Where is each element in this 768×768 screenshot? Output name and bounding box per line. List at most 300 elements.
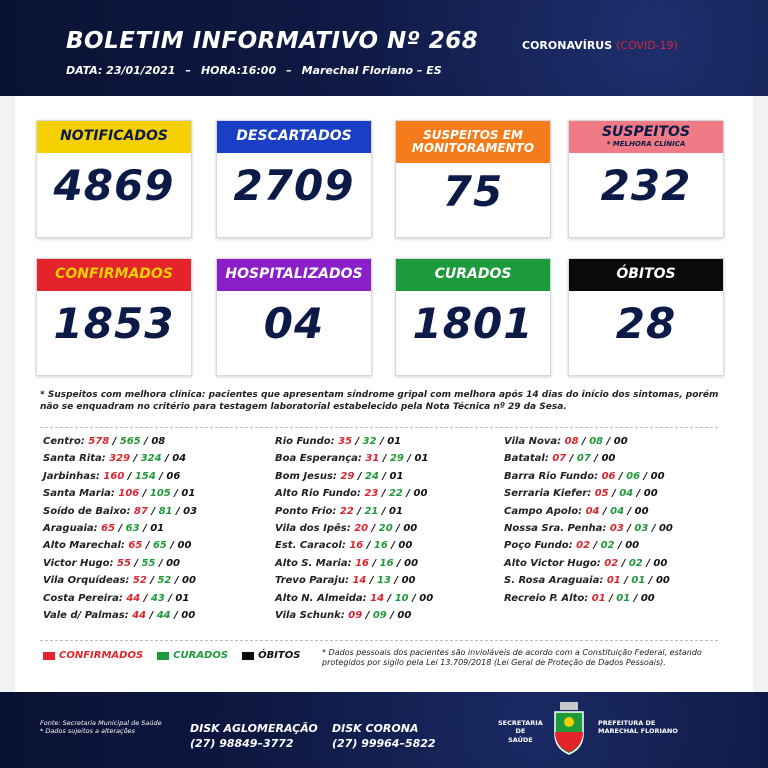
value-separator: / [174,488,178,500]
locality-name: Ponto Frio: [275,505,337,517]
deaths-count: 01 [175,592,190,604]
locality-row [43,575,197,592]
deaths-count: 00 [182,575,196,587]
confirmed-count: 87 [134,505,148,517]
locality-row [504,506,673,523]
value-separator: / [612,488,616,500]
confirmed-count: 578 [88,436,110,447]
stat-card [568,258,724,376]
stat-card-title: DESCARTADOS [236,128,352,145]
locality-row [275,488,433,505]
value-separator: / [174,575,179,587]
confirmed-count: 02 [576,540,591,552]
recovered-count: 22 [388,488,403,500]
value-separator: / [144,436,148,447]
stat-card-value: 232 [600,161,692,210]
value-separator: / [150,575,154,587]
confirmed-count: 16 [355,557,369,569]
disk-aglomeracao-phone: (27) 98849–3772 [190,736,294,750]
deaths-count: 00 [398,540,413,552]
locality-name: Recreio P. Alto: [504,592,589,604]
deaths-count: 00 [401,575,416,587]
recovered-count: 105 [149,488,171,500]
stat-card-title: NOTIFICADOS [60,128,168,145]
value-separator: / [357,470,362,482]
deaths-count: 00 [653,557,668,569]
value-separator: / [618,470,623,482]
disk-corona [332,722,436,752]
value-separator: / [168,592,172,604]
recovered-count: 324 [140,453,162,465]
stat-card-value: 1801 [412,299,534,348]
recovered-count: 16 [379,557,394,569]
confirmed-count: 07 [552,453,567,465]
deaths-count: 01 [150,522,165,534]
bulletin-city: Marechal Floriano – ES [301,64,442,77]
locality-row [275,593,433,610]
confirmed-count: 31 [365,453,380,465]
locality-row [504,471,673,488]
source-line: Fonte: Secretaria Municipal de Saúde [40,719,162,727]
deaths-count: 03 [183,505,198,517]
value-separator: / [133,453,138,465]
stat-card-label [217,259,371,291]
locality-name: Santa Rita: [43,453,106,465]
recovered-count: 06 [626,470,641,482]
value-separator: / [365,609,370,621]
bulletin-title: BOLETIM INFORMATIVO Nº 268 [66,28,479,54]
recovered-count: 16 [373,540,388,552]
value-separator: / [621,557,626,569]
stat-card [216,120,372,238]
meta-separator: – [185,64,191,77]
value-separator: / [391,540,395,552]
value-separator: / [406,488,411,500]
value-separator: / [380,436,384,447]
recovered-count: 21 [364,505,379,517]
deaths-count: 01 [181,488,196,500]
locality-row [275,453,433,470]
recovered-count: 03 [634,522,649,534]
disk-corona-phone: (27) 99964–5822 [332,736,436,750]
locality-name: Araguaia: [43,522,98,534]
locality-row [275,575,433,592]
value-separator: / [372,557,377,569]
stat-card [216,258,372,376]
recovered-count: 52 [157,575,172,587]
recovered-count: 43 [150,592,165,604]
confirmed-count: 20 [354,522,369,534]
recovered-count: 02 [628,557,643,569]
recovered-count: 44 [156,609,171,621]
stat-card-title: SUSPEITOS EM MONITORAMENTO [411,127,535,155]
divider [40,640,718,641]
deaths-count: 06 [166,470,181,482]
value-separator: / [142,488,147,500]
value-separator: / [382,453,387,465]
value-separator: / [646,557,650,569]
source-disclaimer: * Dados sujeitos a alterações [40,727,135,736]
divider [40,427,718,428]
value-separator: / [396,522,400,534]
deaths-count: 00 [643,488,658,500]
locality-row [504,523,673,540]
confirmed-count: 01 [606,575,621,587]
deaths-count: 00 [658,522,673,534]
deaths-count: 08 [151,436,166,447]
recovered-count: 20 [378,522,393,534]
stat-card-label [217,121,371,153]
city-hall-line2: MARECHAL FLORIANO [598,727,678,736]
value-separator: / [159,470,163,482]
confirmed-count: 55 [116,557,131,569]
deaths-count: 00 [613,436,628,447]
deaths-count: 00 [166,557,180,569]
legend-label: ÓBITOS [258,650,301,661]
deaths-count: 00 [181,609,196,621]
stat-card [568,120,724,238]
value-separator: / [387,592,392,604]
value-separator: / [174,609,178,621]
locality-column [504,436,673,610]
value-separator: / [134,557,139,569]
confirmed-count: 35 [338,436,353,447]
deaths-count: 00 [177,540,192,552]
disk-corona-label: DISK CORONA [332,722,419,735]
stat-card-title: CONFIRMADOS [55,266,173,283]
confirmed-count: 06 [601,470,616,482]
deaths-count: 00 [397,609,412,621]
value-separator: / [151,505,156,517]
confirmed-count: 23 [364,488,379,500]
locality-name: Barra Rio Fundo: [504,470,599,482]
locality-name: Alto Rio Fundo: [275,488,361,500]
locality-name: Alto S. Maria: [275,557,352,569]
confirmed-count: 52 [132,575,147,587]
locality-row [43,540,197,557]
value-separator: / [369,575,374,587]
stat-card-label [396,259,550,291]
locality-row [275,558,433,575]
city-hall-line1: PREFEITURA DE [598,719,656,727]
stat-card-title: CURADOS [434,266,512,283]
value-separator: / [149,609,154,621]
deaths-count: 00 [650,470,665,482]
stat-card-label [569,121,723,153]
value-separator: / [165,453,169,465]
recovered-count: 55 [141,557,156,569]
recovered-count: 01 [631,575,646,587]
value-separator: / [397,557,401,569]
confirmed-count: 05 [594,488,609,500]
recovered-count: 65 [152,540,167,552]
locality-row [43,506,197,523]
locality-row [43,610,197,627]
locality-column [43,436,197,627]
stat-card [395,258,551,376]
deaths-count: 00 [655,575,670,587]
brand-label: CORONAVÍRUS [522,39,613,52]
value-separator: / [407,453,412,465]
value-separator: / [648,575,653,587]
locality-name: Vila Schunk: [275,609,345,621]
value-separator: / [569,453,574,465]
disk-aglomeracao [190,722,318,752]
stat-card-value: 1853 [53,299,175,348]
locality-name: Vila dos Ipês: [275,522,351,534]
value-separator: / [381,505,386,517]
value-separator: / [627,522,631,534]
recovered-count: 01 [616,592,631,604]
footnote: * Suspeitos com melhora clínica: pacientes que apresentam síndrome gripal com melhora após 14 dias do início dos sintomas, porém não se enquadram no critério para testagem laboratorial estabelecido pela Nota Técnica nº 29 da Sesa. [40,390,719,413]
confirmed-count: 02 [604,557,619,569]
secretariat-line1: SECRETARIA [498,719,543,727]
value-separator: / [593,540,598,552]
value-separator: / [412,592,416,604]
recovered-count: 24 [364,470,379,482]
locality-name: Serraria Kiefer: [504,488,592,500]
stat-card-value: 04 [263,299,325,348]
deaths-count: 00 [413,488,428,500]
locality-row [43,436,197,453]
confirmed-count: 14 [352,575,367,587]
stat-card-label [37,259,191,291]
locality-row [275,471,433,488]
value-separator: / [651,522,656,534]
value-separator: / [381,488,386,500]
recovered-count: 154 [134,470,156,482]
recovered-count: 09 [372,609,387,621]
recovered-count: 10 [394,592,409,604]
locality-row [504,558,673,575]
bulletin-meta [66,64,442,77]
confirmed-count: 22 [339,505,354,517]
locality-row [504,593,673,610]
stat-card-note: * MELHORA CLÍNICA [606,139,686,148]
locality-row [504,575,673,592]
value-separator: / [618,540,622,552]
value-separator: / [145,540,150,552]
value-separator: / [609,592,613,604]
confirmed-count: 106 [118,488,140,500]
stat-card-value: 4869 [53,161,175,210]
stat-card-title: ÓBITOS [616,266,676,283]
legend-item [43,650,143,661]
locality-row [43,593,197,610]
locality-name: Jarbinhas: [43,470,100,482]
locality-row [504,453,673,470]
value-separator: / [143,522,147,534]
value-separator: / [606,436,611,447]
confirmed-count: 16 [349,540,364,552]
recovered-count: 81 [158,505,173,517]
stat-card-label [37,121,191,153]
deaths-count: 00 [403,522,418,534]
legend-swatch [157,652,169,660]
locality-row [43,453,197,470]
locality-row [43,488,197,505]
recovered-count: 29 [389,453,404,465]
confirmed-count: 04 [585,505,600,517]
recovered-count: 63 [125,522,140,534]
value-separator: / [382,470,387,482]
locality-name: Victor Hugo: [43,557,114,569]
disk-aglomeracao-label: DISK AGLOMERAÇÃO [190,722,318,735]
stat-card-label [396,121,550,163]
brand-sublabel: (COVID-19) [616,39,678,52]
privacy-note: * Dados pessoais dos pacientes são invioláveis de acordo com a Constituição Federal, estando protegidos por sigilo pela Lei 13.709/2018 (Lei Geral de Proteção de Dados Pessoais). [322,648,702,668]
meta-separator: – [286,64,292,77]
confirmed-count: 14 [370,592,385,604]
stat-card [395,120,551,238]
source-note [40,719,162,736]
locality-name: Campo Apolo: [504,505,583,517]
value-separator: / [627,505,632,517]
recovered-count: 13 [377,575,391,587]
confirmed-count: 160 [103,470,125,482]
value-separator: / [602,505,607,517]
bulletin-time: HORA:16:00 [200,64,277,77]
confirmed-count: 329 [109,453,131,465]
deaths-count: 04 [172,453,187,465]
locality-name: S. Rosa Araguaia: [504,575,604,587]
locality-row [275,540,433,557]
locality-name: Nossa Sra. Penha: [504,522,607,534]
value-separator: / [366,540,371,552]
value-separator: / [643,470,648,482]
value-separator: / [143,592,148,604]
deaths-count: 00 [601,453,616,465]
locality-name: Vila Nova: [504,436,562,447]
value-separator: / [624,575,628,587]
locality-row [275,610,433,627]
legend-item [242,650,300,661]
locality-name: Costa Pereira: [43,592,123,604]
deaths-count: 00 [625,540,640,552]
deaths-count: 00 [640,592,655,604]
legend-item [157,650,228,661]
recovered-count: 565 [119,436,141,447]
locality-name: Vila Orquídeas: [43,575,130,587]
locality-row [504,540,673,557]
value-separator: / [594,453,598,465]
value-separator: / [633,592,638,604]
deaths-count: 01 [389,505,403,517]
deaths-count: 00 [634,505,649,517]
value-separator: / [582,436,586,447]
legend-label: CURADOS [173,650,229,661]
value-separator: / [118,522,123,534]
value-separator: / [355,436,360,447]
secretariat-line2: DE [515,727,526,736]
value-separator: / [357,505,361,517]
confirmed-count: 44 [126,592,141,604]
value-separator: / [158,557,163,569]
locality-row [43,523,197,540]
deaths-count: 01 [414,453,429,465]
locality-name: Alto Marechal: [43,540,125,552]
locality-name: Est. Caracol: [275,540,346,552]
deaths-count: 01 [387,436,402,447]
bulletin-date: DATA: 23/01/2021 [66,64,176,77]
stat-card [36,120,192,238]
legend [43,650,300,661]
secretariat-line3: SAÚDE [508,735,533,744]
recovered-count: 04 [619,488,634,500]
locality-name: Bom Jesus: [275,470,337,482]
legend-swatch [242,652,254,660]
locality-name: Rio Fundo: [275,436,335,447]
stat-card-title: SUSPEITOS [601,124,691,141]
health-secretariat [498,719,543,744]
confirmed-count: 44 [132,609,147,621]
locality-name: Batatal: [504,453,549,465]
recovered-count: 08 [589,436,604,447]
stat-card-title: HOSPITALIZADOS [225,266,363,283]
locality-name: Poço Fundo: [504,540,573,552]
value-separator: / [371,522,376,534]
locality-row [275,506,433,523]
stat-card-value: 28 [615,299,677,348]
locality-row [43,471,197,488]
stat-card [36,258,192,376]
legend-swatch [43,652,55,660]
stat-card-value: 2709 [233,161,355,210]
value-separator: / [170,540,175,552]
confirmed-count: 65 [101,522,116,534]
locality-name: Boa Esperança: [275,453,362,465]
coronavirus-brand [522,39,678,52]
deaths-count: 01 [389,470,404,482]
locality-row [43,558,197,575]
confirmed-count: 03 [609,522,624,534]
deaths-count: 00 [419,592,434,604]
locality-name: Vale d/ Palmas: [43,609,129,621]
value-separator: / [112,436,117,447]
locality-name: Soído de Baixo: [43,505,131,517]
deaths-count: 00 [404,557,419,569]
value-separator: / [127,470,132,482]
recovered-count: 02 [600,540,615,552]
value-separator: / [390,609,394,621]
locality-row [275,523,433,540]
stat-card-value: 75 [442,167,504,216]
value-separator: / [176,505,180,517]
locality-row [504,436,673,453]
legend-label: CONFIRMADOS [59,650,144,661]
value-separator: / [394,575,399,587]
locality-name: Alto N. Almeida: [275,592,367,604]
locality-name: Trevo Paraju: [275,575,349,587]
locality-name: Santa Maria: [43,488,115,500]
confirmed-count: 09 [348,609,363,621]
confirmed-count: 65 [128,540,143,552]
footer-banner [0,692,768,768]
locality-name: Centro: [43,436,85,447]
confirmed-count: 01 [591,592,606,604]
locality-row [504,488,673,505]
locality-name: Alto Victor Hugo: [504,557,601,569]
confirmed-count: 29 [340,470,355,482]
value-separator: / [636,488,641,500]
recovered-count: 32 [362,436,377,447]
locality-row [275,436,433,453]
recovered-count: 04 [610,505,625,517]
municipal-crest-icon [551,700,587,758]
header-banner [0,0,768,96]
stat-card-label [569,259,723,291]
city-hall [598,719,678,736]
